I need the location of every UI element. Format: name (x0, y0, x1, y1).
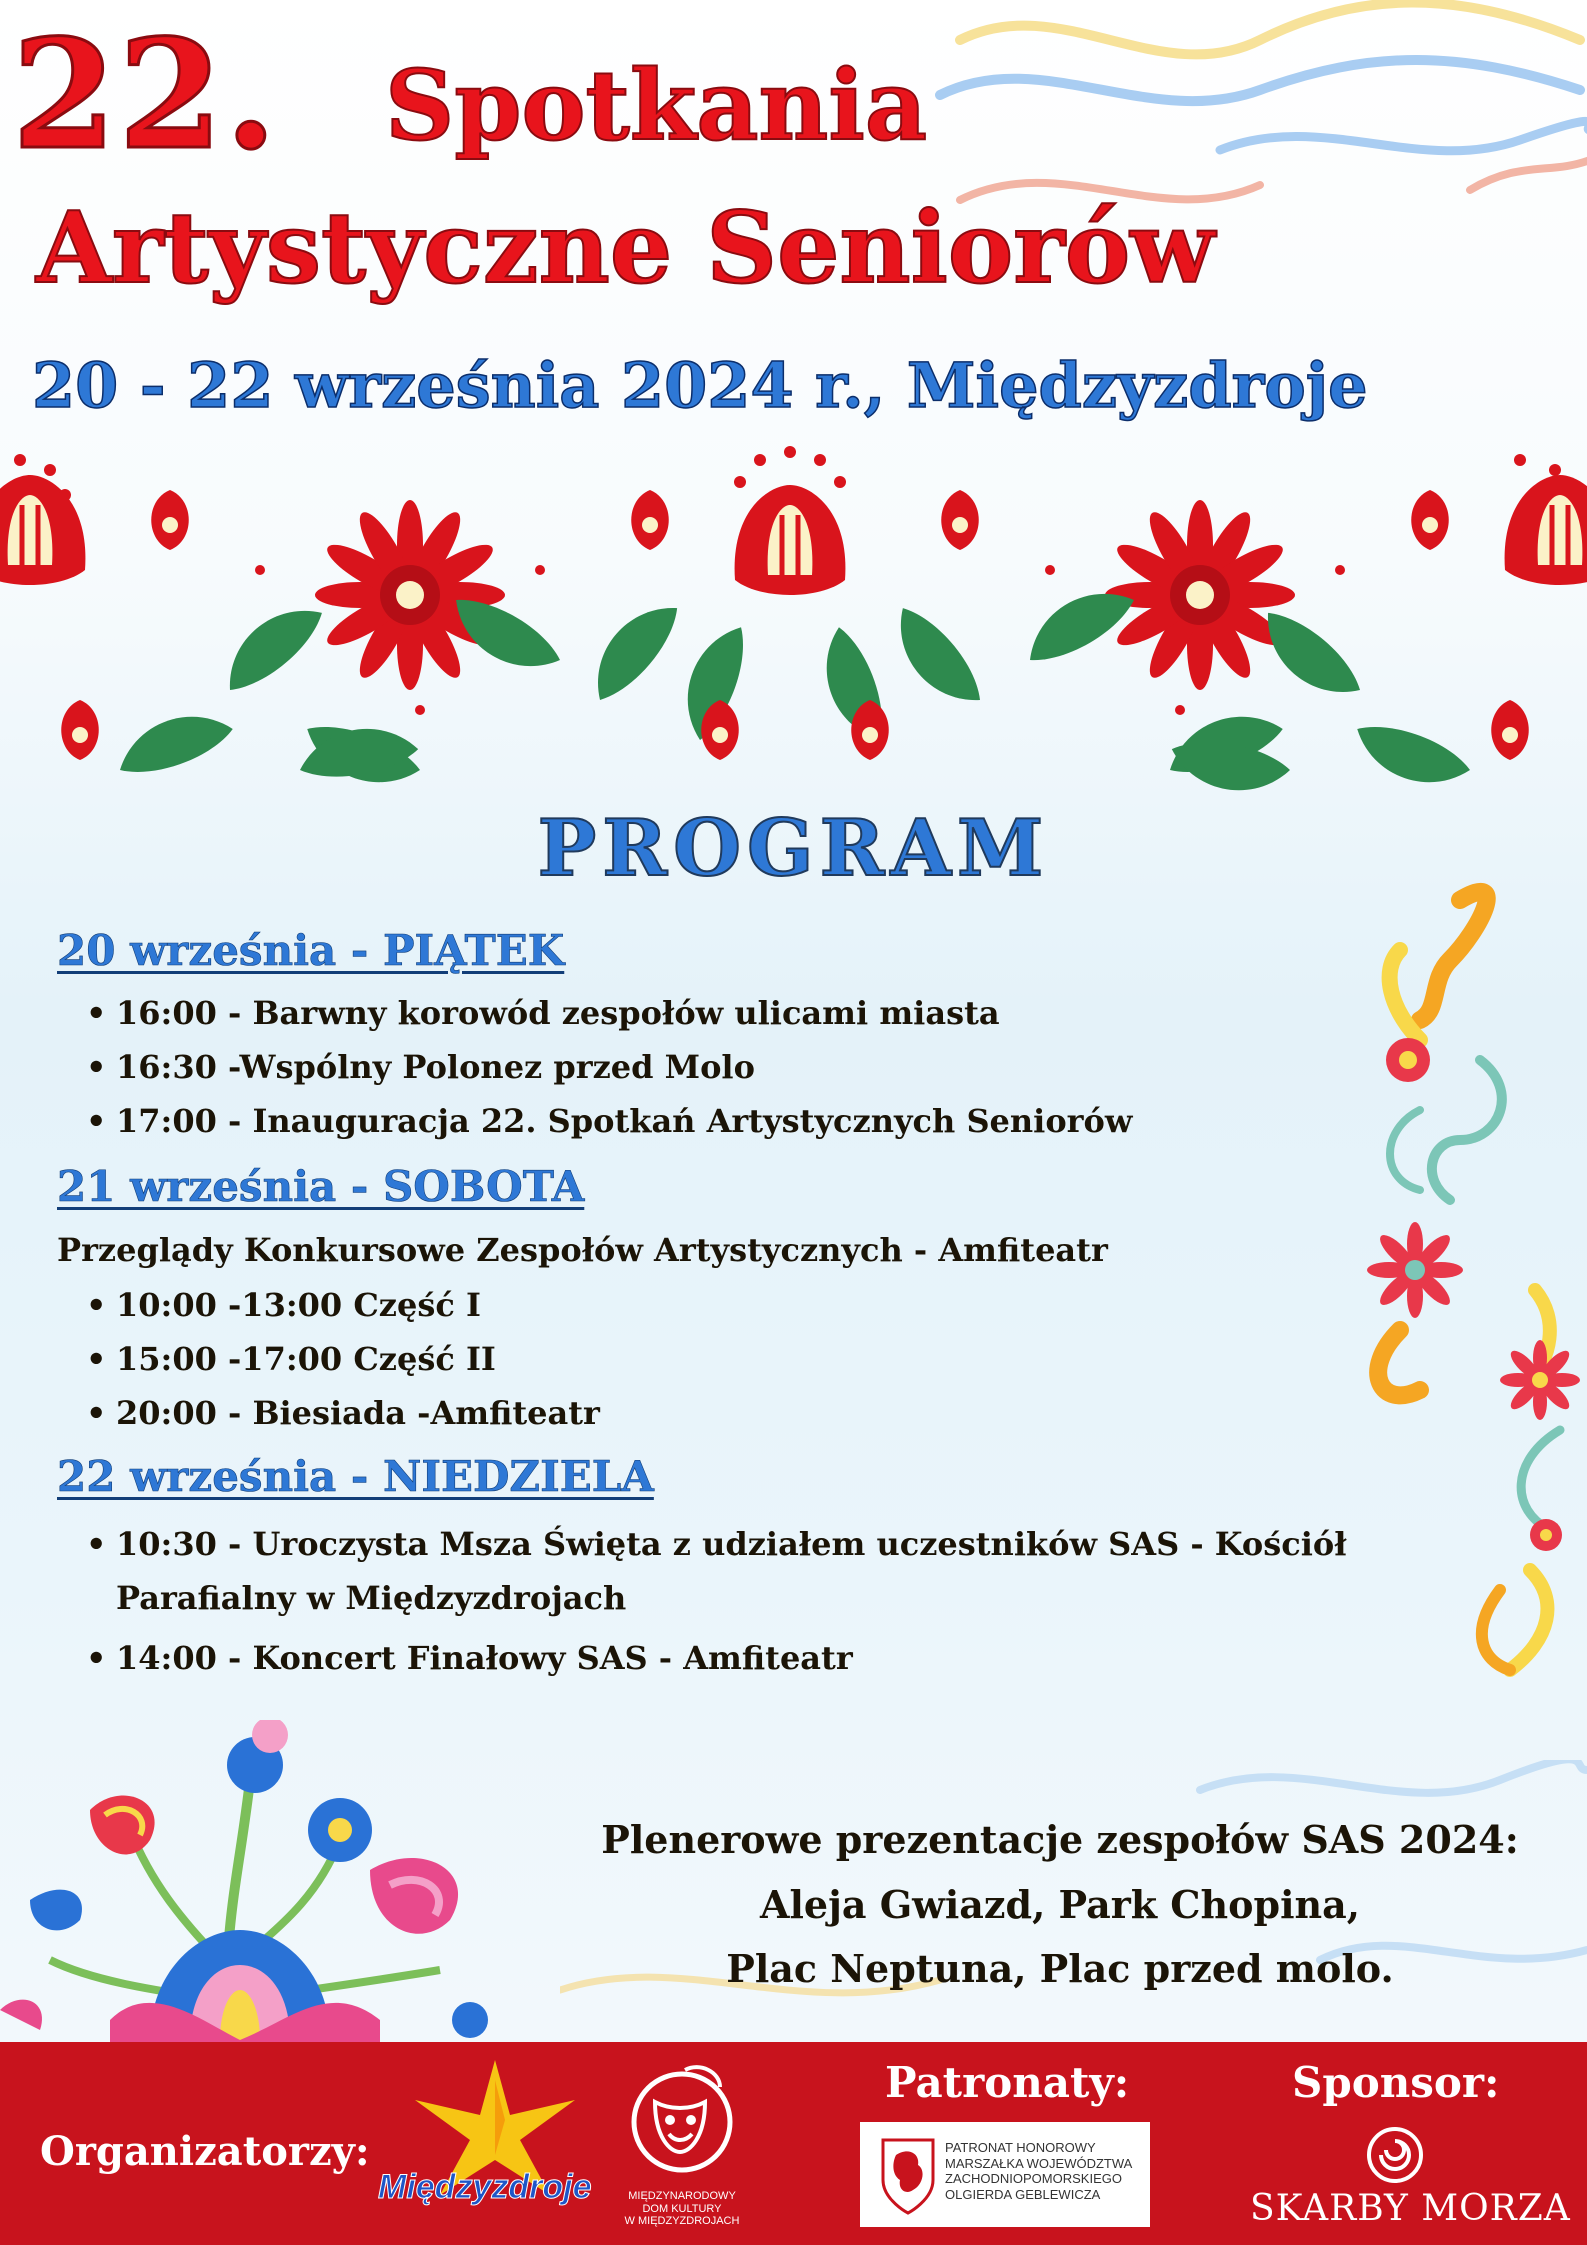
day-heading-sunday: 22 września - NIEDZIELA (57, 1452, 654, 1501)
program-item: • 10:00 -13:00 Część I (86, 1286, 481, 1324)
bullet-icon: • (86, 1102, 107, 1140)
folk-floral-border (0, 440, 1587, 800)
bullet-icon: • (86, 994, 107, 1032)
plenary-line-1: Plenerowe prezentacje zespołów SAS 2024: (601, 1817, 1519, 1862)
program-item: • 16:00 - Barwny korowód zespołów ulicami miasta (86, 994, 1000, 1032)
program-heading: PROGRAM (537, 803, 1050, 894)
program-item: • 14:00 - Koncert Finałowy SAS - Amfiteatr (86, 1639, 853, 1677)
plenary-line-2: Aleja Gwiazd, Park Chopina, (760, 1881, 1360, 1927)
skarby-morza-shell-logo-icon (1365, 2125, 1425, 2185)
program-item-continuation: Parafialny w Międzyzdrojach (116, 1579, 627, 1617)
program-item: • 15:00 -17:00 Część II (86, 1340, 496, 1378)
program-item: • 20:00 - Biesiada -Amfiteatr (86, 1394, 600, 1432)
folk-bouquet-bottom-left (0, 1720, 520, 2050)
logo-miedzyzdroje-text: Międzyzdroje (378, 2168, 592, 2206)
patronage-label: Patronaty: (885, 2058, 1130, 2107)
sponsor-label: Sponsor: (1292, 2058, 1500, 2107)
griffin-coat-of-arms-icon (878, 2135, 938, 2215)
mdk-theatre-masks-logo-icon (625, 2062, 740, 2182)
day-heading-saturday: 21 września - SOBOTA (57, 1162, 585, 1211)
program-item: • 10:30 - Uroczysta Msza Święta z udziałem uczestników SAS - Kościół (86, 1525, 1347, 1563)
bullet-icon: • (86, 1639, 107, 1677)
program-item: • 17:00 - Inauguracja 22. Spotkań Artystycznych Seniorów (86, 1102, 1133, 1140)
folk-ornament-right (1360, 870, 1587, 1690)
logo-mdk-text: MIĘDZYNARODOWY DOM KULTURY W MIĘDZYZDROJACH (624, 2190, 740, 2228)
title-line-1: Spotkania (385, 49, 928, 162)
sponsor-name: SKARBY MORZA (1250, 2188, 1571, 2229)
edition-number: 22. (12, 7, 279, 183)
day-heading-friday: 20 września - PIĄTEK (57, 926, 565, 975)
title-line-2: Artystyczne Seniorów (36, 191, 1215, 306)
bullet-icon: • (86, 1048, 107, 1086)
bullet-icon: • (86, 1394, 107, 1432)
organizers-label: Organizatorzy: (40, 2128, 370, 2175)
patronage-text: PATRONAT HONOROWY MARSZAŁKA WOJEWÓDZTWA ZACHODNIOPOMORSKIEGO OLGIERDA GEBLEWICZA (945, 2140, 1133, 2202)
bullet-icon: • (86, 1340, 107, 1378)
plenary-line-3: Plac Neptuna, Plac przed molo. (726, 1946, 1394, 1992)
program-item: • 16:30 -Wspólny Polonez przed Molo (86, 1048, 755, 1086)
bullet-icon: • (86, 1525, 107, 1563)
plenary-presentations (560, 1808, 1560, 2002)
bullet-icon: • (86, 1286, 107, 1324)
day-intro: Przeglądy Konkursowe Zespołów Artystycznych - Amfiteatr (57, 1231, 1108, 1269)
event-date-location: 20 - 22 września 2024 r., Międzyzdroje (32, 349, 1368, 422)
